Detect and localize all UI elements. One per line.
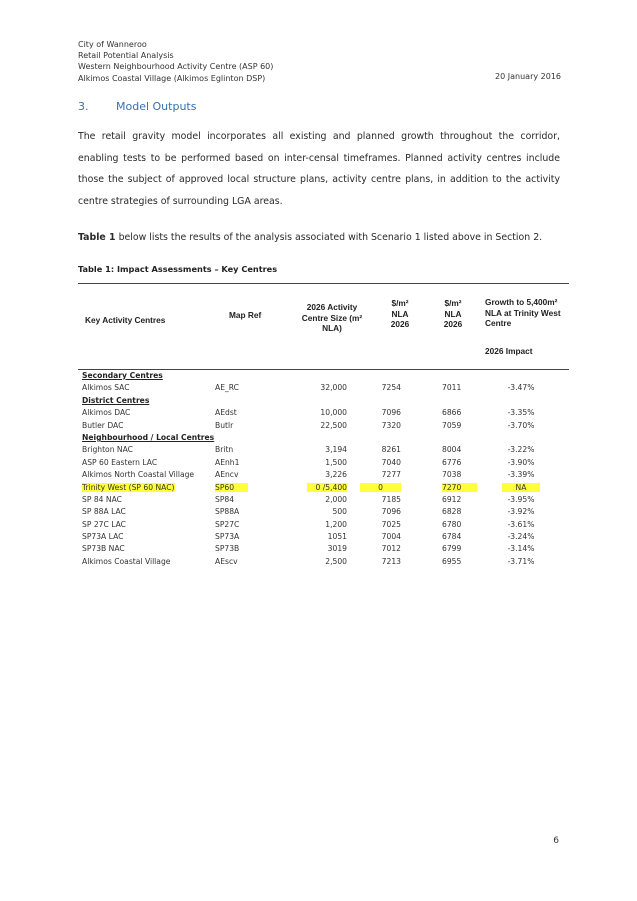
table-row (78, 494, 569, 506)
table-row (78, 506, 569, 518)
table-top-rule (78, 283, 569, 284)
body-paragraph: The retail gravity model incorporates all existing and planned growth throughout the corridor, enabling tests to be performed based on inter-censal timeframes. Planned activity centres include those the subject of approved local structure plans, activity centre plans, in addition to the activity centre strategies of surrounding LGA areas. (78, 131, 560, 207)
cell-impact: -3.39% (507, 470, 535, 480)
section-title: Model Outputs (116, 100, 197, 113)
cell-ref: Butlr (215, 420, 234, 430)
table-row (78, 469, 569, 481)
cell-impact: -3.24% (507, 532, 535, 542)
cell-size: 32,000 (320, 383, 347, 393)
page-number: 6 (553, 836, 559, 846)
header-map-ref: Map Ref (229, 310, 262, 320)
cell-name: SP73A LAC (82, 532, 124, 542)
cell-price-a: 7012 (381, 544, 401, 554)
cell-impact: -3.90% (507, 457, 535, 467)
cell-impact-text: NA (502, 483, 541, 492)
cell-ref: SP73A (215, 532, 240, 542)
cell-price-b: 7270 (442, 483, 477, 492)
cell-price-a: 7254 (381, 383, 401, 393)
cell-size: 1051 (327, 532, 347, 542)
header-line: City of Wanneroo (78, 40, 147, 49)
cell-name: SP73B NAC (82, 544, 125, 554)
cell-price-a: 7040 (381, 457, 401, 467)
cell-name: Trinity West (SP 60 NAC) (82, 482, 175, 492)
cell-price-b: 6912 (442, 494, 462, 504)
group-label: District Centres (82, 395, 150, 405)
cell-price-a: 7096 (381, 507, 401, 517)
table-group-row (78, 432, 569, 444)
cell-name: Brighton NAC (82, 445, 133, 455)
header-line: Retail Potential Analysis (78, 51, 174, 61)
header-line: Western Neighbourhood Activity Centre (ASP 60) (78, 62, 274, 72)
cell-price-a: 7096 (381, 408, 401, 418)
header-key-activity-centres: Key Activity Centres (85, 315, 166, 325)
cell-impact: -3.22% (507, 445, 535, 455)
cell-size: 3019 (327, 544, 347, 554)
section-heading (78, 100, 196, 113)
cell-price-a: 8261 (381, 445, 401, 455)
table-row (78, 543, 569, 555)
running-header (78, 39, 273, 84)
cell-name: Alkimos North Coastal Village (82, 470, 195, 480)
cell-price-b: 6866 (442, 408, 462, 418)
cell-price-b: 6799 (442, 544, 462, 554)
table-row (78, 407, 569, 419)
cell-impact: -3.14% (507, 544, 535, 554)
cell-size: 3,194 (325, 445, 347, 455)
cell-name: Alkimos DAC (82, 408, 131, 418)
header-date: 20 January 2016 (495, 72, 561, 81)
body-paragraph (78, 227, 560, 249)
cell-size: 500 (332, 507, 347, 517)
cell-size: 2,500 (325, 556, 347, 566)
header-price-2026-b: $/m² NLA 2026 (443, 298, 463, 329)
cell-price-b: 6784 (442, 532, 462, 542)
cell-impact: -3.71% (507, 556, 535, 566)
cell-ref: SP27C (215, 519, 240, 529)
cell-ref: AE_RC (215, 383, 239, 393)
cell-name: Alkimos Coastal Village (82, 556, 171, 566)
cell-name: SP 88A LAC (82, 507, 126, 517)
cell-impact: -3.92% (507, 507, 535, 517)
table-row (78, 519, 569, 531)
cell-ref: AEscv (215, 556, 238, 566)
cell-price-a: 7213 (381, 556, 401, 566)
cell-name: Butler DAC (82, 420, 124, 430)
table-group-row (78, 370, 569, 382)
cell-impact (482, 483, 560, 492)
table-group-row (78, 395, 569, 407)
group-label: Neighbourhood / Local Centres (82, 432, 215, 442)
cell-price-b: 6828 (442, 507, 462, 517)
table-row (78, 531, 569, 543)
table-row (78, 382, 569, 394)
cell-price-b: 7011 (442, 383, 462, 393)
cell-price-a: 0 (360, 483, 401, 492)
header-price-2026-a: $/m² NLA 2026 (390, 298, 410, 329)
cell-price-b: 6776 (442, 457, 462, 467)
cell-size: 1,200 (325, 519, 347, 529)
paragraph-text: below lists the results of the analysis associated with Scenario 1 listed above in Section 2. (115, 232, 543, 243)
cell-size: 3,226 (325, 470, 347, 480)
cell-ref: Britn (215, 445, 234, 455)
cell-impact: -3.95% (507, 494, 535, 504)
cell-ref: AEdst (215, 408, 237, 418)
table-row (78, 556, 569, 568)
group-label: Secondary Centres (82, 371, 163, 380)
cell-name: SP 84 NAC (82, 494, 122, 504)
header-impact: 2026 Impact (485, 346, 533, 356)
cell-impact: -3.61% (507, 519, 535, 529)
cell-price-b: 7059 (442, 420, 462, 430)
cell-name: Alkimos SAC (82, 383, 130, 393)
table-row (78, 444, 569, 456)
cell-price-a: 7320 (381, 420, 401, 430)
cell-price-a: 7004 (381, 532, 401, 542)
table-caption: Table 1: Impact Assessments – Key Centres (78, 264, 278, 274)
cell-price-b: 8004 (442, 445, 462, 455)
cell-price-a: 7185 (381, 494, 401, 504)
cell-size: 0 /5,400 (307, 483, 347, 492)
section-number: 3. (78, 100, 89, 113)
cell-size: 2,000 (325, 494, 347, 504)
cell-ref: AEnh1 (215, 457, 240, 467)
cell-ref: SP60 (215, 483, 248, 492)
cell-price-b: 7038 (442, 470, 462, 480)
cell-price-b: 6780 (442, 519, 462, 529)
cell-impact: -3.70% (507, 420, 535, 430)
table-row-highlighted (78, 482, 569, 494)
table-row (78, 420, 569, 432)
header-line: Alkimos Coastal Village (Alkimos Eglinton DSP) (78, 73, 266, 83)
table-body (78, 370, 569, 568)
cell-ref: SP88A (215, 507, 240, 517)
cell-ref: SP84 (215, 494, 235, 504)
cell-size: 22,500 (320, 420, 347, 430)
header-growth: Growth to 5,400m² NLA at Trinity West Centre (485, 297, 561, 328)
table-row (78, 457, 569, 469)
cell-name: ASP 60 Eastern LAC (82, 457, 158, 467)
table-reference: Table 1 (78, 232, 116, 243)
cell-size: 10,000 (320, 408, 347, 418)
cell-price-a: 7277 (381, 470, 401, 480)
header-activity-centre-size: 2026 Activity Centre Size (m² NLA) (301, 302, 363, 333)
cell-ref: AEncv (215, 470, 239, 480)
cell-price-a: 7025 (381, 519, 401, 529)
cell-size: 1,500 (325, 457, 347, 467)
cell-impact: -3.35% (507, 408, 535, 418)
cell-ref: SP73B (215, 544, 240, 554)
cell-name: SP 27C LAC (82, 519, 126, 529)
cell-price-b: 6955 (442, 556, 462, 566)
cell-impact: -3.47% (507, 383, 535, 393)
